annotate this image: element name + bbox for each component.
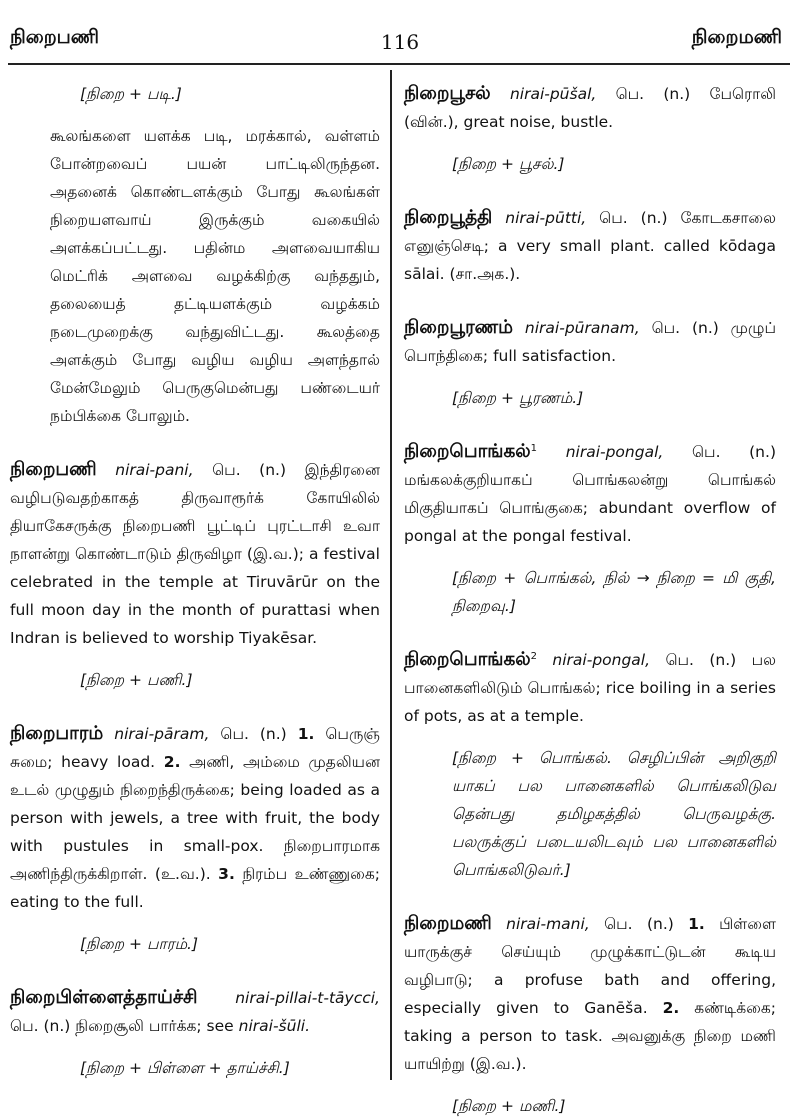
headword: நிறைபணி — [10, 459, 97, 480]
headword: நிறைமணி — [404, 913, 492, 934]
headword: நிறைபொங்கல் — [404, 649, 531, 670]
sense-number: 2. — [662, 999, 680, 1017]
definition: அணி, அம்மை முதலியன உடல் முழுதும் நிறைந்திருக்கை; being loaded as a person with jewels, a tree with fruit, the body with pustules in small-pox. நிறைபாரமாக அணிந்திருக்கிறாள். (உ.வ.). — [10, 753, 380, 883]
definition: பெருஞ் சுமை; heavy load. — [10, 725, 380, 771]
definition: கண்டிக்கை; taking a person to task. அவனுக்கு நிறை மணி யாயிற்று (இ.வ.). — [404, 999, 776, 1073]
column-divider — [390, 70, 392, 1080]
entry-niraimani — [404, 910, 776, 1078]
definition: பேரொலி (வின்.), great noise, bustle. — [404, 85, 776, 131]
cross-reference: nirai-šūli. — [238, 1017, 310, 1035]
header-right-guideword: நிறைமணி — [691, 26, 782, 48]
sense-number: 1. — [297, 725, 315, 743]
definition: பிள்ளை யாருக்குச் செய்யும் முழுக்காட்டுடன் கூடிய வழிபாடு; a profuse bath and offering, especially given to Ganēša. — [404, 915, 776, 1017]
etymology: [நிறை + பொங்கல். செழிப்பின் அறிகுறி யாகப் பல பானைகளில் பொங்கலிடுவ தென்பது தமிழகத்தில் பெருவழக்கு. பலருக்குப் படையலிடவும் பல பானைகளில் பொங்கலிடுவர்.] — [452, 749, 776, 879]
part-of-speech: பெ. (n.) — [615, 85, 691, 103]
part-of-speech: பெ. (n.) — [665, 651, 737, 669]
etymology: [நிறை + பாரம்.] — [80, 935, 199, 953]
etymology: [நிறை + படி.] — [80, 85, 182, 103]
etymology: [நிறை + பணி.] — [80, 671, 193, 689]
definition: நிரம்ப உண்ணுகை; eating to the full. — [10, 865, 380, 911]
entry-niraipani — [10, 456, 380, 652]
transliteration: nirai-pongal, — [552, 651, 651, 669]
headword: நிறைபிள்ளைத்தாய்ச்சி — [10, 987, 198, 1008]
headword: நிறைபூசல் — [404, 83, 491, 104]
part-of-speech: பெ. (n.) — [651, 319, 719, 337]
sense-number: 3. — [218, 865, 235, 883]
part-of-speech: பெ. (n.) — [212, 461, 287, 479]
part-of-speech: பெ. (n.) — [604, 915, 674, 933]
headword: நிறைபாரம் — [10, 723, 104, 744]
transliteration: nirai-pillai-t-tāycci, — [235, 989, 380, 1007]
entry-niraipongal-2 — [404, 646, 776, 730]
transliteration: nirai-pongal, — [565, 443, 664, 461]
left-column — [10, 80, 380, 1082]
etymology: [நிறை + பூசல்.] — [452, 155, 565, 173]
entry-niraiparam — [10, 720, 380, 916]
part-of-speech: பெ. (n.) — [10, 1017, 71, 1035]
entry-niraipucal — [404, 80, 776, 136]
transliteration: nirai-pūranam, — [524, 319, 640, 337]
part-of-speech: பெ. (n.) — [599, 209, 668, 227]
definition: பல பானைகளிலிடும் பொங்கல்; rice boiling in a series of pots, as at a temple. — [404, 651, 776, 725]
definition: கோடகசாலை எனுஞ்செடி; a very small plant. called kōdaga sālai. (சா.அக.). — [404, 209, 776, 283]
transliteration: nirai-pāram, — [114, 725, 210, 743]
homonym-number: 1 — [530, 442, 538, 454]
etymology: [நிறை + பிள்ளை + தாய்ச்சி.] — [80, 1059, 290, 1077]
definition: நிறைசூலி பார்க்க; see — [75, 1017, 234, 1035]
transliteration: nirai-pūšal, — [509, 85, 597, 103]
transliteration: nirai-pani, — [115, 461, 194, 479]
page-number: 116 — [380, 30, 420, 54]
definition: முழுப் பொந்திகை; full satisfaction. — [404, 319, 776, 365]
headword: நிறைபூரணம் — [404, 317, 514, 338]
definition: இந்திரனை வழிபடுவதற்காகத் திருவாரூர்க் கோயிலில் தியாகேசருக்கு நிறைபணி பூட்டிப் புரட்டாசி உவா நாளன்று கொண்டாடும் திருவிழா (இ.வ.); a festival celebrated in the temple at Tiruvārūr on the full moon day in the month of purattasi when Indran is believed to worship Tiyakēsar. — [10, 461, 380, 647]
entry-niraiputti — [404, 204, 776, 288]
header-rule — [8, 63, 790, 65]
etymology: [நிறை + மணி.] — [452, 1097, 566, 1115]
definition: மங்கலக்குறியாகப் பொங்கலன்று பொங்கல் மிகுதியாகப் பொங்குகை; abundant overflow of pongal at the pongal festival. — [404, 471, 776, 545]
note-paragraph: கூலங்களை யளக்க படி, மரக்கால், வள்ளம் போன்றவைப் பயன் பாட்டிலிருந்தன. அதனைக் கொண்டளக்கும் போது கூலங்கள் நிறையளவாய் இருக்கும் வகையில் அளக்கப்பட்டது. பதின்ம அளவையாகிய மெட்ரிக் அளவை வழக்கிற்கு வந்ததும், தலையைத் தட்டியளக்கும் வழக்கம் நடைமுறைக்கு வந்துவிட்டது. கூலத்தை அளக்கும் போது வழிய வழிய அளந்தால் மேன்மேலும் பெருகுமென்பது பண்டையர் நம்பிக்கை போலும். — [50, 127, 380, 425]
header-left-guideword: நிறைபணி — [10, 26, 100, 48]
homonym-number: 2 — [530, 650, 538, 662]
sense-number: 2. — [163, 753, 181, 771]
entry-niraipuranam — [404, 314, 776, 370]
right-column — [404, 80, 776, 1120]
transliteration: nirai-pūtti, — [505, 209, 587, 227]
entry-niraipillaittaycci — [10, 984, 380, 1040]
sense-number: 1. — [688, 915, 705, 933]
part-of-speech: பெ. (n.) — [691, 443, 776, 461]
etymology: [நிறை + பூரணம்.] — [452, 389, 584, 407]
entry-niraipongal-1 — [404, 438, 776, 550]
etymology: [நிறை + பொங்கல், நில் → நிறை = மி குதி, நிறைவு.] — [452, 569, 776, 615]
part-of-speech: பெ. (n.) — [220, 725, 287, 743]
transliteration: nirai-mani, — [506, 915, 590, 933]
headword: நிறைபூத்தி — [404, 207, 493, 228]
headword: நிறைபொங்கல் — [404, 441, 531, 462]
